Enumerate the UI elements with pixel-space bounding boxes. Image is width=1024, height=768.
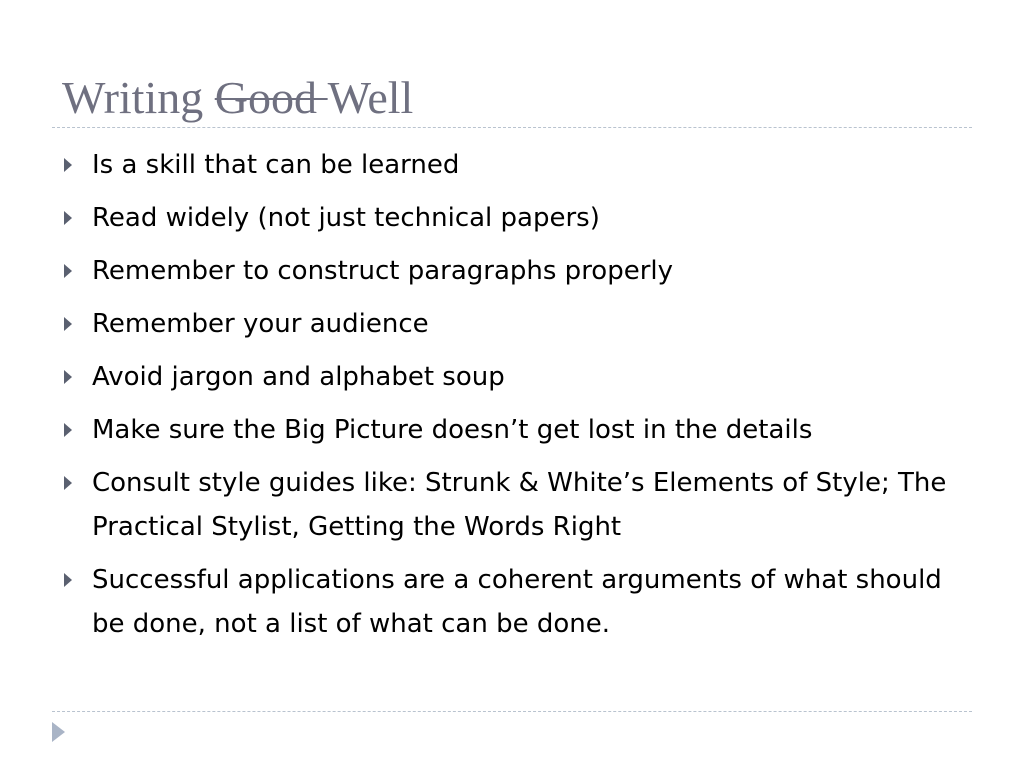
title-struck-word: Good <box>214 72 328 123</box>
bullet-item <box>62 196 962 240</box>
triangle-right-icon <box>64 476 72 490</box>
title-suffix: Well <box>327 72 414 123</box>
bullet-text: Remember your audience <box>92 309 429 339</box>
title-prefix: Writing <box>62 72 215 123</box>
bullet-text: Remember to construct paragraphs properly <box>92 256 674 286</box>
bullet-item <box>62 461 962 549</box>
bullet-text: Is a skill that can be learned <box>92 150 460 180</box>
bullet-item <box>62 355 962 399</box>
triangle-right-icon <box>64 158 72 172</box>
triangle-right-icon <box>64 317 72 331</box>
bullet-list <box>62 143 962 655</box>
triangle-right-icon <box>64 573 72 587</box>
bullet-item <box>62 408 962 452</box>
triangle-right-icon <box>64 264 72 278</box>
bullet-text: Avoid jargon and alphabet soup <box>92 362 505 392</box>
next-slide-icon[interactable] <box>52 722 65 742</box>
bullet-item <box>62 558 962 646</box>
bullet-item <box>62 249 962 293</box>
triangle-right-icon <box>64 423 72 437</box>
bullet-text: Successful applications are a coherent arguments of what should be done, not a list of what can be done. <box>92 565 942 639</box>
slide-title <box>62 70 413 126</box>
triangle-right-icon <box>64 211 72 225</box>
bullet-item <box>62 143 962 187</box>
title-divider <box>52 127 972 128</box>
bullet-text: Consult style guides like: Strunk & White’s Elements of Style; The Practical Stylist, Getting the Words Right <box>92 468 947 542</box>
footer-divider <box>52 711 972 712</box>
bullet-text: Read widely (not just technical papers) <box>92 203 600 233</box>
bullet-item <box>62 302 962 346</box>
bullet-text: Make sure the Big Picture doesn’t get lost in the details <box>92 415 813 445</box>
triangle-right-icon <box>64 370 72 384</box>
